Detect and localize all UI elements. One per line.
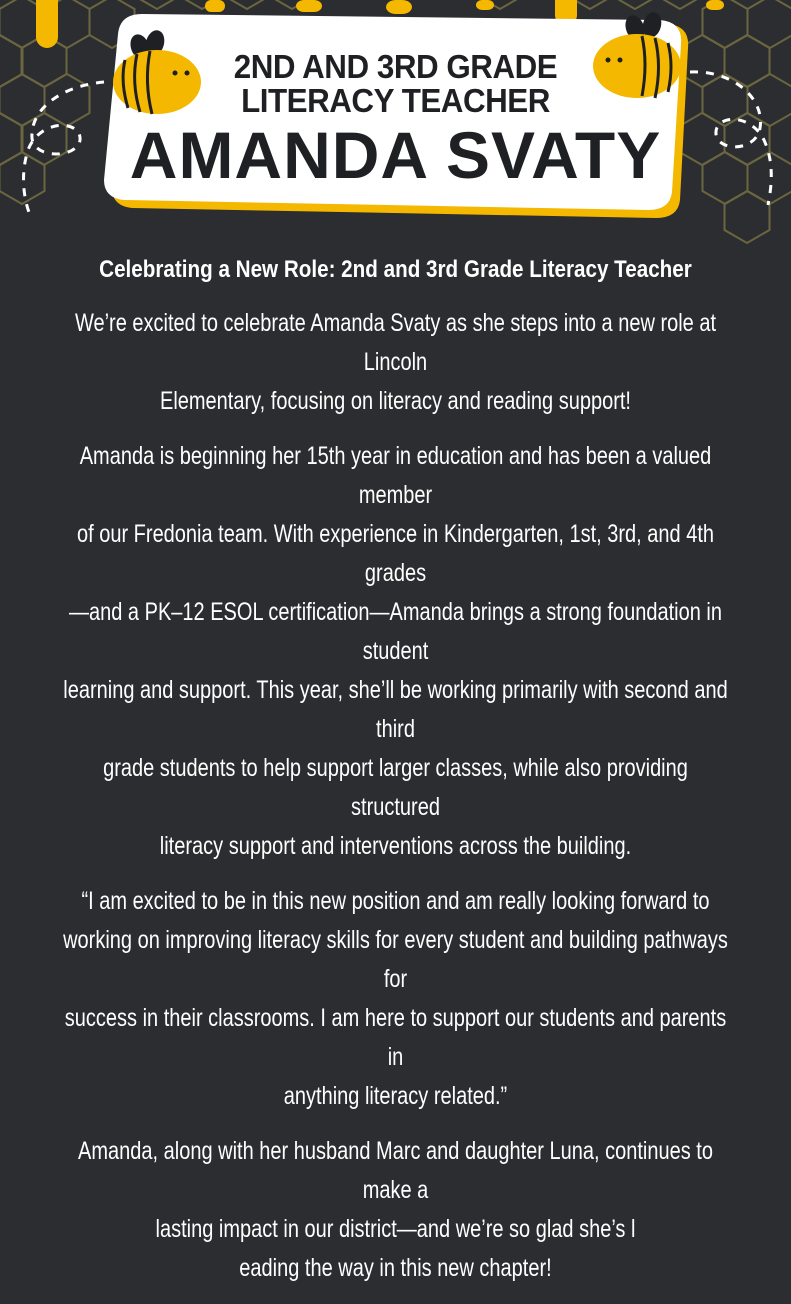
text-line: eading the way in this new chapter! [58, 1249, 732, 1288]
text-line: “I am excited to be in this new position and am really looking forward to [58, 882, 732, 921]
text-line: anything literacy related.” [58, 1077, 732, 1116]
paragraph-experience [58, 437, 732, 866]
paragraph-quote [58, 882, 732, 1116]
teacher-name: AMANDA SVATY [103, 120, 688, 190]
text-line: literacy support and interventions across the building. [58, 827, 732, 866]
text-line: —and a PK–12 ESOL certification—Amanda brings a strong foundation in student [58, 593, 732, 671]
text-line: success in their classrooms. I am here to support our students and parents in [58, 999, 732, 1077]
paragraph-intro [58, 304, 732, 421]
text-line: grade students to help support larger classes, while also providing structured [58, 749, 732, 827]
paragraph-closing [58, 1132, 732, 1288]
text-line: lasting impact in our district—and we’re so glad she’s l [58, 1210, 732, 1249]
text-line: Elementary, focusing on literacy and reading support! [58, 382, 732, 421]
title-line-1: 2ND AND 3RD GRADE [118, 50, 674, 83]
text-line: We’re excited to celebrate Amanda Svaty as she steps into a new role at Lincoln [58, 304, 732, 382]
text-line: Amanda is beginning her 15th year in education and has been a valued member [58, 437, 732, 515]
article-body [14, 250, 777, 1304]
title-card-text [103, 14, 688, 218]
title-line-2: LITERACY TEACHER [118, 84, 674, 117]
text-line: Amanda, along with her husband Marc and daughter Luna, continues to make a [58, 1132, 732, 1210]
article-heading: Celebrating a New Role: 2nd and 3rd Grade Literacy Teacher [67, 250, 723, 290]
text-line: learning and support. This year, she’ll be working primarily with second and third [58, 671, 732, 749]
text-line: working on improving literacy skills for every student and building pathways for [58, 921, 732, 999]
text-line: of our Fredonia team. With experience in Kindergarten, 1st, 3rd, and 4th grades [58, 515, 732, 593]
